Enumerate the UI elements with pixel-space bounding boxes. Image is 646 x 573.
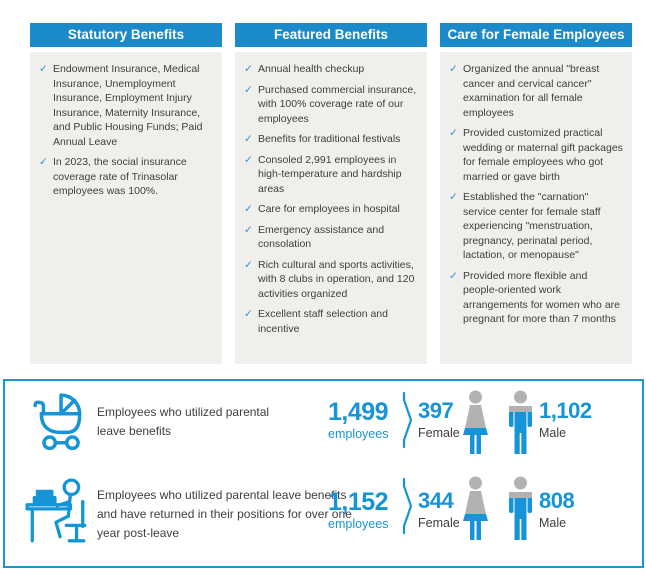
check-icon: ✓ (244, 133, 253, 145)
male-person-icon (507, 390, 534, 461)
male-label: Male (539, 426, 567, 440)
parental-leave-stats-panel (3, 379, 644, 568)
male-value: 1,102 (539, 398, 592, 423)
benefit-text: In 2023, the social insurance coverage rate of Trinasolar employees was 100%. (53, 156, 187, 197)
column-body (30, 52, 222, 364)
benefit-text: Excellent staff selection and incentive (258, 308, 388, 335)
benefit-item (244, 202, 419, 217)
benefit-item (244, 223, 419, 252)
stat-description: Employees who utilized parental leave benefits (97, 405, 270, 438)
male-stat (539, 490, 574, 530)
total-unit: employees (328, 427, 389, 441)
stat-row-returned-post-leave (5, 475, 642, 547)
check-icon: ✓ (39, 156, 48, 168)
total-value: 1,499 (328, 398, 389, 426)
benefit-text: Purchased commercial insurance, with 100% coverage rate of our employees (258, 83, 417, 125)
check-icon: ✓ (244, 223, 253, 236)
check-icon: ✓ (449, 63, 458, 75)
column-body (440, 52, 632, 364)
benefit-item (244, 153, 419, 197)
male-stat (539, 400, 592, 440)
stat-description: Employees who utilized parental leave benefits and have returned in their positions for over one year post-leave (97, 488, 352, 540)
female-label: Female (418, 426, 460, 440)
female-stat (418, 490, 460, 530)
benefit-item (244, 132, 419, 147)
total-value: 1,152 (328, 488, 389, 516)
benefit-text: Consoled 2,991 employees in high-temperature and hardship areas (258, 153, 402, 195)
benefit-item (449, 269, 624, 327)
brace-icon (400, 477, 414, 540)
column-care-for-female-employees (440, 23, 632, 364)
female-stat (418, 400, 460, 440)
female-value: 397 (418, 398, 454, 423)
column-title: Care for Female Employees (440, 23, 632, 47)
benefit-text: Emergency assistance and consolation (258, 223, 385, 250)
stat-total (328, 490, 400, 531)
benefit-text: Provided more flexible and people-oriented work arrangements for women who are pregnant for more than 7 months (463, 269, 620, 325)
benefit-text: Benefits for traditional festivals (258, 133, 401, 145)
check-icon: ✓ (244, 203, 253, 215)
benefit-text: Organized the annual "breast cancer and cervical cancer" examination for all female employees (463, 63, 600, 119)
female-label: Female (418, 516, 460, 530)
stat-row-parental-leave (5, 389, 642, 461)
benefit-item (449, 126, 624, 184)
check-icon: ✓ (449, 269, 458, 282)
benefit-item (244, 307, 419, 336)
check-icon: ✓ (244, 258, 253, 271)
total-unit: employees (328, 517, 389, 531)
check-icon: ✓ (244, 308, 253, 320)
check-icon: ✓ (39, 63, 48, 75)
benefit-item (244, 83, 419, 127)
stat-total (328, 400, 400, 441)
benefit-item (244, 258, 419, 302)
male-label: Male (539, 516, 567, 530)
female-value: 344 (418, 488, 454, 513)
benefit-item (244, 62, 419, 77)
benefit-text: Rich cultural and sports activities, with 8 clubs in operation, and 120 activities organized (258, 258, 415, 300)
benefit-item (449, 62, 624, 120)
benefit-item (39, 62, 214, 149)
column-body (235, 52, 427, 364)
column-featured-benefits (235, 23, 427, 364)
benefit-item (39, 155, 214, 199)
check-icon: ✓ (449, 127, 458, 139)
female-person-icon (462, 390, 489, 461)
benefit-item (449, 190, 624, 263)
benefit-text: Endowment Insurance, Medical Insurance, Unemployment Insurance, Employment Injury Insurance, Maternity Insurance, and Public Housing Funds; Paid Annual Leave (53, 63, 203, 148)
column-title: Statutory Benefits (30, 23, 222, 47)
benefit-text: Annual health checkup (258, 63, 365, 75)
baby-stroller-icon (33, 391, 87, 456)
employee-at-desk-icon (25, 477, 89, 552)
benefit-text: Established the "carnation" service center for female staff experiencing "menstruation, pregnancy, perinatal period, lactation, or menopause" (463, 191, 601, 261)
male-value: 808 (539, 488, 575, 513)
check-icon: ✓ (244, 153, 253, 166)
check-icon: ✓ (244, 83, 253, 96)
check-icon: ✓ (244, 63, 253, 75)
column-title: Featured Benefits (235, 23, 427, 47)
check-icon: ✓ (449, 191, 458, 203)
male-person-icon (507, 476, 534, 547)
benefit-text: Care for employees in hospital (258, 203, 400, 215)
female-person-icon (462, 476, 489, 547)
brace-icon (400, 391, 414, 454)
benefit-text: Provided customized practical wedding or maternal gift packages for female employees who got married or gave birth (463, 127, 623, 183)
column-statutory-benefits (30, 23, 222, 364)
